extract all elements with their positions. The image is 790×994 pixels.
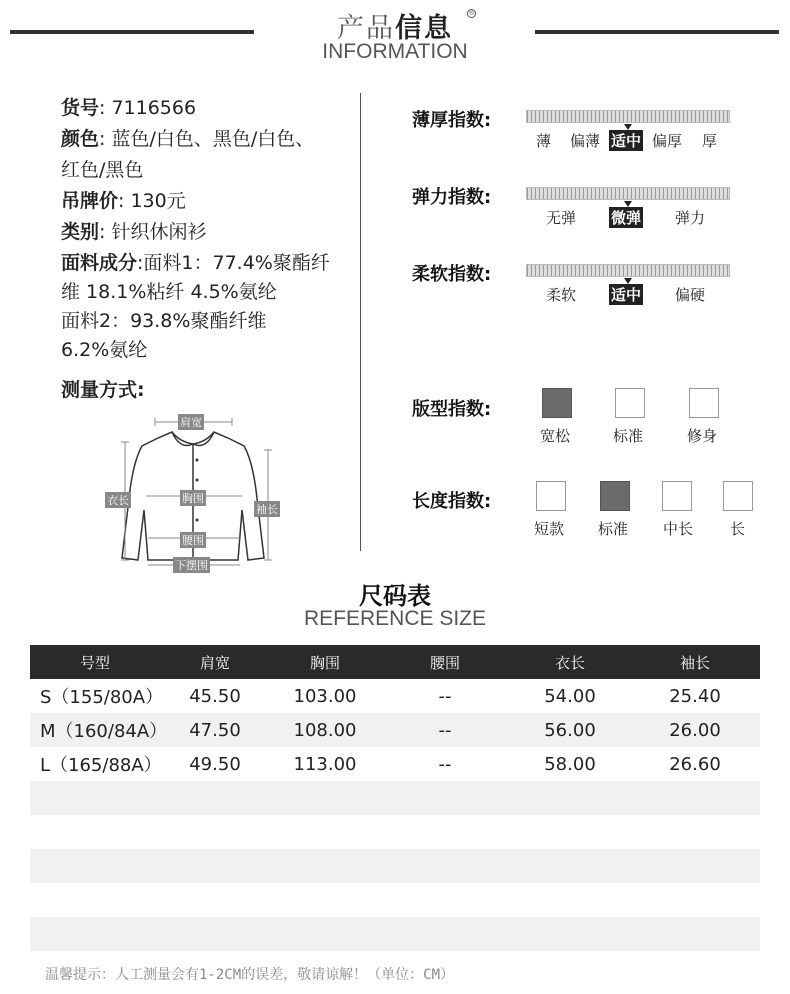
- empty-row: [30, 815, 760, 849]
- footnote: 温馨提示：人工测量会有1-2CM的误差，敬请谅解！（单位：CM）: [45, 967, 454, 983]
- size-table-header: [30, 645, 760, 679]
- cell-chest: 108.00: [270, 713, 380, 747]
- thickness-option-slightly-thick: 偏厚: [652, 132, 683, 150]
- header-waist: 腰围: [380, 645, 510, 679]
- cell-waist: --: [438, 685, 452, 707]
- length-option-medium-long: 中长: [663, 520, 694, 538]
- category-label: 类别: [61, 221, 100, 243]
- fabric-value-1: :面料1：77.4%聚酯纤: [137, 252, 330, 274]
- category-line: [61, 218, 206, 247]
- measure-label: 测量方式:: [61, 379, 145, 401]
- softness-option-hard: 偏硬: [675, 286, 706, 304]
- color-label: 颜色: [61, 128, 100, 150]
- thickness-option-thin: 薄: [536, 132, 552, 150]
- fit-option-loose: 宽松: [540, 427, 571, 445]
- cell-waist: --: [380, 713, 510, 747]
- header-size: 号型: [30, 645, 160, 679]
- cell-shoulder: 47.50: [160, 713, 270, 747]
- elasticity-option-slight: 微弹: [611, 209, 642, 227]
- cell-shoulder: 49.50: [189, 753, 241, 775]
- cell-chest: 113.00: [293, 753, 357, 775]
- length-index-label: 长度指数:: [412, 491, 492, 512]
- length-option-short: 短款: [534, 520, 565, 538]
- registered-icon: ®: [468, 10, 475, 17]
- fit-option-standard: 标准: [613, 427, 644, 445]
- cell-length: 54.00: [544, 685, 596, 707]
- cell-sleeve: 26.00: [630, 713, 760, 747]
- price-value: : 130元: [118, 190, 186, 212]
- fit-box-standard: [615, 388, 645, 418]
- length-box-long: [723, 481, 753, 511]
- fit-index-label: 版型指数:: [412, 399, 492, 420]
- size-table-subtitle: REFERENCE SIZE: [303, 607, 487, 630]
- header-chest: 胸围: [270, 645, 380, 679]
- garment-label-sleeve: 袖长: [256, 503, 278, 516]
- thickness-option-slightly-thin: 偏薄: [570, 132, 601, 150]
- empty-row: [30, 883, 760, 917]
- fit-box-slim: [689, 388, 719, 418]
- cell-sleeve: 26.60: [669, 753, 721, 775]
- size-table: [30, 645, 760, 951]
- empty-row: [30, 849, 760, 883]
- elasticity-option-none: 无弹: [546, 209, 577, 227]
- item-number-line: [61, 94, 196, 123]
- fit-box-loose: [542, 388, 572, 418]
- elasticity-ruler: [526, 187, 730, 200]
- size-table-title: 尺码表: [359, 582, 431, 610]
- fabric-line-3: [61, 307, 266, 336]
- cell-sleeve: 25.40: [669, 685, 721, 707]
- cell-shoulder: 45.50: [189, 685, 241, 707]
- color-value-2: 红色/黑色: [61, 159, 144, 181]
- cell-size: S（155/80A）: [40, 687, 164, 708]
- cell-length: 56.00: [510, 713, 630, 747]
- fabric-label: 面料成分: [61, 252, 138, 274]
- fabric-line-4: [61, 336, 147, 365]
- length-box-short: [536, 481, 566, 511]
- softness-index-label: 柔软指数:: [412, 264, 492, 285]
- vertical-divider: [360, 93, 361, 551]
- empty-row: [30, 917, 760, 951]
- garment-label-chest: 胸围: [182, 492, 204, 505]
- price-label: 吊牌价: [61, 190, 119, 212]
- table-row: [30, 679, 760, 713]
- cell-chest: 103.00: [293, 685, 357, 707]
- section-title-en: INFORMATION: [322, 40, 468, 63]
- softness-option-medium: 适中: [611, 286, 642, 304]
- table-row: [30, 747, 760, 781]
- fit-option-slim: 修身: [687, 427, 718, 445]
- garment-label-length: 衣长: [107, 494, 129, 507]
- measure-line: [61, 376, 145, 405]
- garment-label-shoulder: 肩宽: [180, 416, 202, 429]
- thickness-option-medium: 适中: [611, 132, 642, 150]
- garment-label-waist: 腰围: [182, 534, 204, 547]
- section-title-light: 产品: [337, 13, 395, 44]
- cell-size: M（160/84A）: [30, 713, 160, 747]
- fabric-value-3: 面料2：93.8%聚酯纤维: [61, 310, 267, 332]
- elasticity-option-elastic: 弹力: [675, 209, 706, 227]
- length-option-standard: 标准: [598, 520, 629, 538]
- cell-size: L（165/88A）: [40, 755, 162, 776]
- cell-waist: --: [438, 753, 452, 775]
- section-title-bold: 信息: [395, 13, 453, 44]
- length-box-standard: [600, 481, 630, 511]
- fabric-value-4: 6.2%氨纶: [61, 339, 148, 361]
- price-line: [61, 187, 186, 216]
- category-value: : 针织休闲衫: [99, 221, 207, 243]
- fabric-line: [61, 249, 330, 278]
- length-box-medium-long: [662, 481, 692, 511]
- elasticity-index-label: 弹力指数:: [412, 187, 492, 208]
- color-line-2: [61, 156, 143, 185]
- cell-length: 58.00: [544, 753, 596, 775]
- header-shoulder: 肩宽: [160, 645, 270, 679]
- header-length: 衣长: [510, 645, 630, 679]
- color-value-1: : 蓝色/白色、黑色/白色、: [99, 128, 315, 150]
- item-number-label: 货号: [61, 97, 100, 119]
- table-row: [30, 713, 760, 747]
- length-option-long: 长: [730, 520, 746, 538]
- thickness-index-label: 薄厚指数:: [412, 110, 492, 131]
- header-sleeve: 袖长: [630, 645, 760, 679]
- softness-ruler: [526, 264, 730, 277]
- softness-option-soft: 柔软: [546, 286, 577, 304]
- item-number-value: : 7116566: [99, 97, 197, 119]
- thickness-ruler: [526, 110, 730, 123]
- thickness-option-thick: 厚: [702, 132, 718, 150]
- color-line: [61, 125, 314, 154]
- fabric-line-2: [61, 278, 277, 307]
- fabric-value-2: 维 18.1%粘纤 4.5%氨纶: [61, 281, 277, 303]
- garment-label-hem: 下摆围: [175, 559, 208, 572]
- empty-row: [30, 781, 760, 815]
